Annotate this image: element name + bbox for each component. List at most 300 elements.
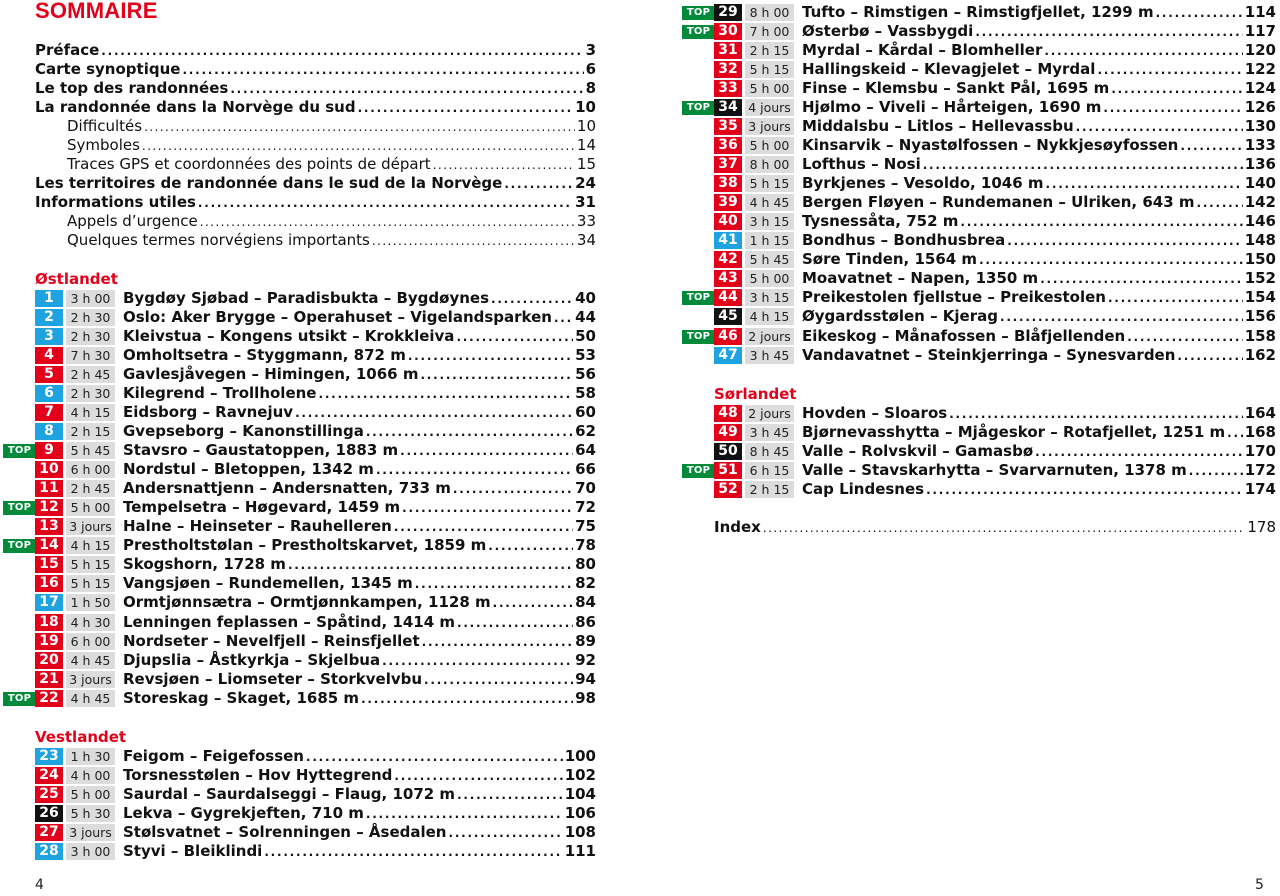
route-entry[interactable]: [123, 384, 596, 403]
route-number-badge: 7: [35, 404, 63, 421]
route-entry[interactable]: [802, 212, 1276, 231]
top-badge: TOP: [682, 291, 715, 305]
route-entry-page: 106: [564, 804, 596, 823]
route-entry[interactable]: [123, 689, 596, 708]
route-entry-title: Storeskag – Skaget, 1685 m: [123, 688, 360, 707]
route-entry-title: Styvi – Bleiklindi: [123, 842, 263, 861]
route-entry-title: Omholtsetra – Styggmann, 872 m: [123, 346, 406, 365]
route-entry[interactable]: [123, 823, 596, 842]
route-entry-title: Skogshorn, 1728 m: [123, 555, 286, 574]
route-number-badge: 4: [35, 347, 63, 364]
route-entry-title: Djupslia – Åstkyrkja – Skjelbua: [123, 650, 381, 669]
route-entry[interactable]: [123, 460, 596, 479]
route-entry-title: Cap Lindesnes: [802, 480, 925, 499]
page-title: SOMMAIRE: [35, 0, 158, 23]
route-number-badge: 48: [714, 405, 742, 422]
leader-dots: [1156, 3, 1243, 23]
route-number-badge: 29: [714, 4, 742, 21]
route-entry-page: 162: [1244, 345, 1276, 364]
leader-dots: [763, 518, 1246, 538]
top-badge: TOP: [3, 692, 36, 706]
route-entry-page: 140: [1244, 174, 1276, 193]
route-entry[interactable]: [123, 842, 596, 861]
route-number-badge: 5: [35, 366, 63, 383]
duration-badge: 4 h 15: [66, 537, 115, 554]
route-entry[interactable]: [802, 231, 1276, 250]
toc-entry-page: 33: [576, 212, 596, 231]
route-entry-title: Andersnattjenn – Andersnatten, 733 m: [123, 479, 451, 498]
route-entry[interactable]: [802, 155, 1276, 174]
route-entry-title: Gavlesjåvegen – Himingen, 1066 m: [123, 365, 419, 384]
leader-dots: [1227, 423, 1243, 443]
duration-badge: 7 h 30: [66, 347, 115, 364]
route-entry-title: Bondhus – Bondhusbrea: [802, 231, 1006, 250]
leader-dots: [376, 460, 573, 480]
duration-badge: 2 h 30: [66, 309, 115, 326]
route-entry-title: Tempelsetra – Høgevard, 1459 m: [123, 498, 401, 517]
leader-dots: [949, 404, 1243, 424]
route-entry[interactable]: [802, 117, 1276, 136]
route-entry-page: 117: [1244, 22, 1276, 41]
route-entry[interactable]: [802, 288, 1276, 307]
top-badge: TOP: [3, 539, 36, 553]
duration-badge: 5 h 00: [66, 786, 115, 803]
route-entry[interactable]: [802, 269, 1276, 288]
toc-entry[interactable]: [35, 41, 596, 60]
duration-badge: 3 h 15: [745, 289, 794, 306]
route-entry-page: 75: [575, 517, 596, 536]
duration-badge: 3 h 00: [66, 290, 115, 307]
leader-dots: [408, 346, 573, 366]
toc-entry-page: 6: [585, 60, 596, 79]
duration-badge: 5 h 45: [745, 251, 794, 268]
route-entry-page: 102: [564, 766, 596, 785]
route-entry-title: Feigom – Feigefossen: [123, 747, 304, 765]
leader-dots: [1189, 461, 1243, 481]
route-entry-page: 50: [575, 327, 596, 346]
route-entry-page: 133: [1244, 136, 1276, 155]
duration-badge: 1 h 30: [66, 748, 115, 765]
duration-badge: 5 h 15: [745, 61, 794, 78]
route-entry[interactable]: [123, 289, 596, 308]
route-number-badge: 10: [35, 461, 63, 478]
route-entry[interactable]: [123, 574, 596, 593]
route-number-badge: 14: [35, 537, 63, 554]
top-badge: TOP: [682, 101, 715, 115]
duration-badge: 4 h 15: [66, 404, 115, 421]
route-entry-title: Tysnessåta, 752 m: [802, 212, 959, 231]
route-number-badge: 38: [714, 175, 742, 192]
leader-dots: [288, 555, 573, 575]
leader-dots: [1108, 288, 1243, 308]
toc-entry-title: Quelques termes norvégiens importants: [67, 231, 370, 250]
duration-badge: 5 h 00: [745, 80, 794, 97]
route-entry[interactable]: [123, 613, 596, 632]
route-entry-page: 84: [575, 593, 596, 612]
route-entry-page: 92: [575, 650, 596, 669]
route-entry-title: Revsjøen – Liomseter – Storkvelvbu: [123, 669, 423, 688]
toc-entry-title: Informations utiles: [35, 193, 196, 212]
route-entry-page: 174: [1244, 480, 1276, 499]
route-entry[interactable]: [802, 41, 1276, 60]
toc-entry-title: Symboles: [67, 136, 140, 155]
duration-badge: 5 h 30: [66, 805, 115, 822]
route-entry[interactable]: [802, 193, 1276, 212]
route-entry-page: 158: [1244, 326, 1276, 345]
route-number-badge: 35: [714, 118, 742, 135]
leader-dots: [318, 384, 573, 404]
route-number-badge: 8: [35, 423, 63, 440]
route-entry-title: Kilegrend – Trollholene: [123, 384, 317, 403]
route-entry[interactable]: [802, 98, 1276, 117]
route-number-badge: 39: [714, 194, 742, 211]
route-entry-page: 64: [575, 441, 596, 460]
route-number-badge: 20: [35, 652, 63, 669]
leader-dots: [306, 747, 563, 767]
route-number-badge: 22: [35, 690, 63, 707]
toc-entry-page: 34: [576, 231, 596, 250]
toc-entry[interactable]: [35, 98, 596, 117]
route-entry-title: Hovden – Sloaros: [802, 404, 948, 422]
route-entry[interactable]: [802, 60, 1276, 79]
toc-entry-title: Les territoires de randonnée dans le sud de la Norvège: [35, 174, 503, 193]
route-entry-page: 40: [575, 289, 596, 307]
route-entry[interactable]: [123, 593, 596, 612]
route-number-badge: 6: [35, 385, 63, 402]
route-entry-page: 124: [1244, 79, 1276, 98]
route-entry-page: 94: [575, 669, 596, 688]
route-entry[interactable]: [802, 404, 1276, 423]
leader-dots: [433, 155, 575, 175]
route-number-badge: 31: [714, 42, 742, 59]
leader-dots: [453, 479, 573, 499]
leader-dots: [400, 441, 573, 461]
leader-dots: [394, 517, 573, 537]
duration-badge: 5 h 45: [66, 442, 115, 459]
route-entry[interactable]: [802, 250, 1276, 269]
route-number-badge: 16: [35, 575, 63, 592]
route-entry-page: 130: [1244, 117, 1276, 136]
leader-dots: [1007, 231, 1242, 251]
duration-badge: 2 h 15: [745, 481, 794, 498]
leader-dots: [366, 422, 573, 442]
duration-badge: 6 h 15: [745, 462, 794, 479]
route-entry-title: Tufto – Rimstigen – Rimstigfjellet, 1299 m: [802, 3, 1154, 21]
route-entry[interactable]: [802, 461, 1276, 480]
route-number-badge: 44: [714, 289, 742, 306]
toc-entry[interactable]: [67, 212, 596, 231]
route-number-badge: 41: [714, 232, 742, 249]
route-entry[interactable]: [123, 327, 596, 346]
leader-dots: [422, 632, 574, 652]
route-entry-page: 78: [575, 536, 596, 555]
route-entry[interactable]: [802, 423, 1276, 442]
route-entry-page: 172: [1244, 461, 1276, 480]
route-entry[interactable]: [802, 327, 1276, 346]
route-number-badge: 50: [714, 443, 742, 460]
route-entry[interactable]: [802, 3, 1276, 22]
route-entry-page: 148: [1244, 231, 1276, 250]
leader-dots: [230, 79, 583, 99]
route-entry-title: Eidsborg – Ravnejuv: [123, 403, 294, 422]
route-entry[interactable]: [123, 747, 596, 766]
route-entry[interactable]: [802, 174, 1276, 193]
route-entry[interactable]: [123, 555, 596, 574]
section-heading: Østlandet: [35, 270, 118, 288]
section-heading: Sørlandet: [714, 385, 797, 403]
route-number-badge: 1: [35, 290, 63, 307]
duration-badge: 3 jours: [66, 518, 115, 535]
leader-dots: [182, 60, 583, 80]
toc-entry[interactable]: [67, 117, 596, 136]
duration-badge: 5 h 15: [66, 575, 115, 592]
route-entry-title: Eikeskog – Månafossen – Blåfjellenden: [802, 326, 1126, 345]
top-badge: TOP: [682, 25, 715, 39]
toc-entry-page: 15: [576, 155, 596, 174]
route-entry-page: 66: [575, 460, 596, 479]
route-entry-title: Moavatnet – Napen, 1350 m: [802, 269, 1039, 288]
route-entry-title: Stølsvatnet – Solrenningen – Åsedalen: [123, 823, 447, 842]
route-entry-title: Hallingskeid – Klevagjelet – Myrdal: [802, 60, 1096, 79]
route-number-badge: 23: [35, 748, 63, 765]
route-entry-title: Lenningen feplassen – Spåtind, 1414 m: [123, 612, 455, 631]
route-entry[interactable]: [802, 136, 1276, 155]
route-entry[interactable]: [802, 307, 1276, 326]
route-entry-page: 104: [564, 785, 596, 804]
route-entry[interactable]: [123, 365, 596, 384]
leader-dots: [456, 327, 573, 347]
route-number-badge: 52: [714, 481, 742, 498]
route-entry-page: 80: [575, 555, 596, 574]
route-entry-title: Lofthus – Nosi: [802, 155, 921, 174]
leader-dots: [960, 212, 1242, 232]
duration-badge: 3 h 00: [66, 843, 115, 860]
top-badge: TOP: [3, 501, 36, 515]
leader-dots: [504, 174, 573, 194]
route-entry-page: 164: [1244, 404, 1276, 422]
duration-badge: 1 h 50: [66, 594, 115, 611]
page-number-left: 4: [35, 877, 44, 893]
duration-badge: 8 h 45: [745, 443, 794, 460]
route-number-badge: 37: [714, 156, 742, 173]
toc-entry[interactable]: [67, 231, 596, 250]
route-entry-title: Østerbø – Vassbygdi: [802, 22, 974, 41]
route-entry-page: 86: [575, 612, 596, 631]
duration-badge: 3 jours: [66, 824, 115, 841]
duration-badge: 4 h 45: [66, 652, 115, 669]
duration-badge: 2 jours: [745, 405, 794, 422]
route-entry-page: 156: [1244, 307, 1276, 326]
leader-dots: [142, 136, 575, 156]
leader-dots: [457, 613, 573, 633]
route-entry-page: 72: [575, 498, 596, 517]
toc-entry[interactable]: [35, 174, 596, 193]
route-number-badge: 47: [714, 347, 742, 364]
toc-entry[interactable]: [35, 79, 596, 98]
route-entry-page: 100: [564, 747, 596, 765]
leader-dots: [198, 193, 573, 213]
duration-badge: 4 jours: [745, 99, 794, 116]
duration-badge: 2 jours: [745, 328, 794, 345]
route-entry-title: Kinsarvik – Nyastølfossen – Nykkjesøyfossen: [802, 136, 1179, 155]
leader-dots: [394, 766, 562, 786]
leader-dots: [1044, 41, 1242, 61]
leader-dots: [1076, 117, 1243, 137]
route-entry[interactable]: [123, 422, 596, 441]
route-entry-title: Søre Tinden, 1564 m: [802, 250, 978, 269]
duration-badge: 4 h 45: [745, 194, 794, 211]
route-number-badge: 33: [714, 80, 742, 97]
leader-dots: [491, 289, 573, 309]
route-entry[interactable]: [802, 79, 1276, 98]
duration-badge: 4 h 00: [66, 767, 115, 784]
leader-dots: [923, 155, 1243, 175]
duration-badge: 4 h 30: [66, 614, 115, 631]
duration-badge: 6 h 00: [66, 633, 115, 650]
route-entry-page: 168: [1244, 423, 1276, 442]
route-entry[interactable]: [123, 804, 596, 823]
leader-dots: [1000, 307, 1243, 327]
route-entry[interactable]: [123, 403, 596, 422]
route-number-badge: 42: [714, 251, 742, 268]
route-number-badge: 19: [35, 633, 63, 650]
leader-dots: [424, 670, 573, 690]
duration-badge: 5 h 15: [745, 175, 794, 192]
top-badge: TOP: [682, 330, 715, 344]
route-entry-title: Vangsjøen – Rundemellen, 1345 m: [123, 574, 413, 593]
toc-entry-page: 10: [576, 117, 596, 136]
route-entry-page: 60: [575, 403, 596, 422]
toc-entry-page: 3: [585, 41, 596, 59]
duration-badge: 2 h 30: [66, 328, 115, 345]
route-entry-page: 154: [1244, 288, 1276, 307]
route-entry-title: Nordseter – Nevelfjell – Reinsfjellet: [123, 631, 420, 650]
toc-entry-title: Le top des randonnées: [35, 79, 229, 98]
leader-dots: [1127, 327, 1242, 347]
toc-entry-title: Difficultés: [67, 117, 143, 136]
duration-badge: 3 jours: [745, 118, 794, 135]
route-entry[interactable]: [123, 308, 596, 327]
route-entry-title: Halne – Heinseter – Rauhelleren: [123, 517, 392, 536]
route-number-badge: 18: [35, 614, 63, 631]
route-entry[interactable]: [123, 498, 596, 517]
route-entry-title: Hjølmo – Viveli – Hårteigen, 1690 m: [802, 98, 1102, 117]
route-entry-title: Kleivstua – Kongens utsikt – Krokkleiva: [123, 327, 455, 346]
route-entry-title: Prestholtstølan – Prestholtskarvet, 1859 m: [123, 536, 487, 555]
duration-badge: 2 h 15: [745, 42, 794, 59]
route-number-badge: 15: [35, 556, 63, 573]
route-number-badge: 40: [714, 213, 742, 230]
route-entry[interactable]: [123, 651, 596, 670]
route-entry-page: 126: [1244, 98, 1276, 117]
route-number-badge: 21: [35, 671, 63, 688]
route-number-badge: 26: [35, 805, 63, 822]
toc-entry-title: Appels d’urgence: [67, 212, 198, 231]
route-entry[interactable]: [123, 785, 596, 804]
leader-dots: [448, 823, 562, 843]
duration-badge: 3 h 45: [745, 424, 794, 441]
toc-entry-page: 10: [575, 98, 596, 117]
leader-dots: [402, 498, 573, 518]
toc-entry-title: Préface: [35, 41, 100, 59]
route-number-badge: 30: [714, 23, 742, 40]
route-entry-page: 150: [1244, 250, 1276, 269]
index-entry-page: 178: [1247, 518, 1276, 536]
toc-entry-page: 24: [575, 174, 596, 193]
index-entry-title: Index: [714, 518, 761, 536]
leader-dots: [420, 365, 573, 385]
route-entry-page: 98: [575, 688, 596, 707]
leader-dots: [264, 842, 562, 862]
toc-entry[interactable]: [67, 136, 596, 155]
leader-dots: [493, 593, 574, 613]
toc-entry-title: Traces GPS et coordonnées des points de départ: [67, 155, 431, 174]
route-entry[interactable]: [802, 346, 1276, 365]
route-entry-title: Byrkjenes – Vesoldo, 1046 m: [802, 174, 1044, 193]
route-number-badge: 17: [35, 594, 63, 611]
route-entry-page: 120: [1244, 41, 1276, 60]
leader-dots: [926, 480, 1243, 500]
route-entry[interactable]: [123, 441, 596, 460]
route-entry-title: Stavsro – Gaustatoppen, 1883 m: [123, 441, 399, 460]
section-heading: Vestlandet: [35, 728, 127, 746]
duration-badge: 2 h 45: [66, 480, 115, 497]
route-entry-title: Preikestolen fjellstue – Preikestolen: [802, 288, 1106, 307]
route-entry-title: Lekva – Gygrekjeften, 710 m: [123, 804, 364, 823]
route-entry[interactable]: [123, 346, 596, 365]
route-entry[interactable]: [802, 480, 1276, 499]
leader-dots: [488, 536, 573, 556]
leader-dots: [1111, 79, 1242, 99]
route-entry[interactable]: [123, 766, 596, 785]
route-entry-page: 111: [564, 842, 596, 861]
route-entry-page: 146: [1244, 212, 1276, 231]
route-entry[interactable]: [123, 670, 596, 689]
route-entry-page: 170: [1244, 442, 1276, 461]
route-entry-page: 114: [1244, 3, 1276, 21]
route-entry[interactable]: [802, 22, 1276, 41]
leader-dots: [1097, 60, 1242, 80]
route-number-badge: 13: [35, 518, 63, 535]
toc-entry[interactable]: [35, 60, 596, 79]
route-entry-title: Valle – Rolvskvil – Gamasbø: [802, 442, 1034, 461]
leader-dots: [1103, 98, 1242, 118]
duration-badge: 3 h 15: [745, 213, 794, 230]
leader-dots: [382, 651, 573, 671]
leader-dots: [358, 98, 574, 118]
leader-dots: [200, 212, 575, 232]
duration-badge: 8 h 00: [745, 156, 794, 173]
toc-entry-page: 14: [576, 136, 596, 155]
leader-dots: [975, 22, 1242, 42]
route-entry[interactable]: [123, 517, 596, 536]
route-number-badge: 2: [35, 309, 63, 326]
duration-badge: 3 h 45: [745, 347, 794, 364]
route-entry[interactable]: [123, 632, 596, 651]
route-entry[interactable]: [802, 442, 1276, 461]
index-entry[interactable]: [714, 518, 1276, 537]
toc-entry-page: 31: [575, 193, 596, 212]
leader-dots: [415, 574, 573, 594]
toc-entry[interactable]: [67, 155, 596, 174]
leader-dots: [1180, 136, 1242, 156]
toc-entry[interactable]: [35, 193, 596, 212]
route-entry[interactable]: [123, 536, 596, 555]
duration-badge: 5 h 00: [66, 499, 115, 516]
duration-badge: 7 h 00: [745, 23, 794, 40]
route-entry[interactable]: [123, 479, 596, 498]
leader-dots: [1197, 193, 1243, 213]
